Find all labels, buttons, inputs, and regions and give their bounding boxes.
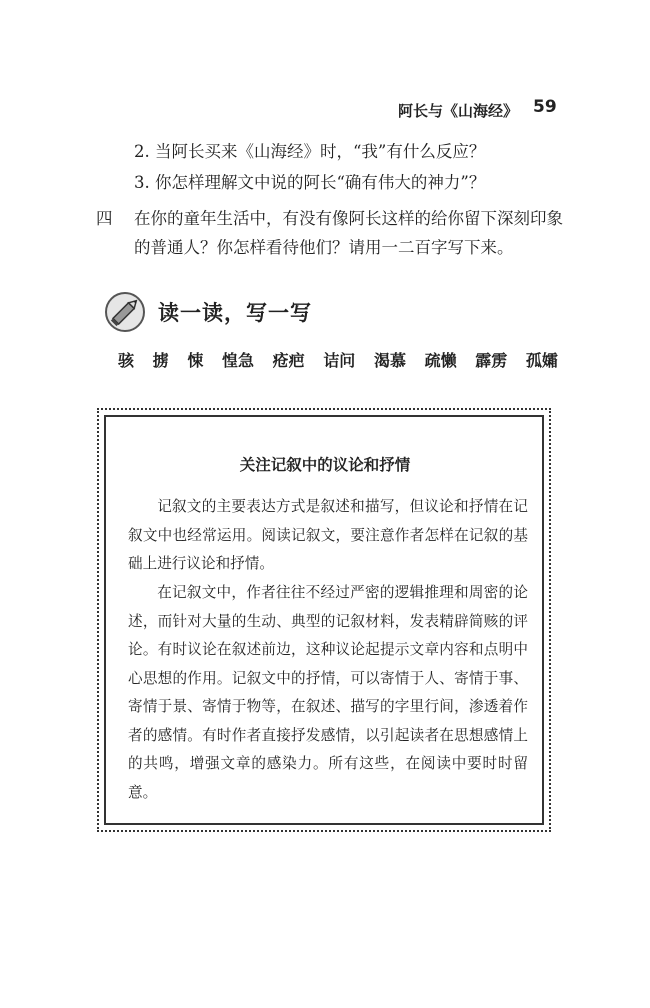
vocab-word: 疏懒	[424, 351, 457, 370]
question-4-line-2: 的普通人？你怎样看待他们？请用一二百字写下来。	[134, 238, 514, 257]
running-header-title: 阿长与《山海经》	[398, 102, 519, 120]
knowledge-box-paragraph-2: 在记叙文中，作者往往不经过严密的逻辑推理和周密的论述，而针对大量的生动、典型的记叙材料，发表精辟简赅的评论。有时议论在叙述前边，这种议论起提示文章内容和点明中心思想的作用。记叙文中的抒情，可以寄情于人、寄情于事、寄情于景、寄情于物等，在叙述、描写的字里行间，渗透着作者的感情。有时作者直接抒发感情，以引起读者在思想感情上的共鸣，增强文章的感染力。所有这些，在阅读中要时时留意。	[128, 584, 528, 801]
question-3: 3. 你怎样理解文中说的阿长“确有伟大的神力”？	[134, 173, 486, 192]
question-4-line-1: 在你的童年生活中，有没有像阿长这样的给你留下深刻印象	[134, 209, 563, 228]
vocab-word: 惶急	[221, 351, 254, 370]
vocab-word: 孤孀	[525, 351, 558, 370]
pencil-icon	[104, 291, 146, 333]
question-2: 2. 当阿长买来《山海经》时，“我”有什么反应？	[134, 142, 486, 161]
vocab-word: 悚	[187, 351, 204, 370]
page-number: 59	[533, 97, 557, 117]
vocab-word: 诘问	[323, 351, 356, 370]
vocabulary-list	[118, 348, 558, 371]
knowledge-box-paragraph-1: 记叙文的主要表达方式是叙述和描写，但议论和抒情在记叙文中也经常运用。阅读记叙文，要注意作者怎样在记叙的基础上进行议论和抒情。	[128, 498, 528, 572]
section-heading: 读一读，写一写	[158, 301, 312, 325]
vocab-word: 掳	[152, 351, 169, 370]
question-4-number: 四	[96, 209, 113, 228]
knowledge-box-title: 关注记叙中的议论和抒情	[239, 456, 411, 474]
vocab-word: 疮疤	[272, 351, 305, 370]
vocab-word: 霹雳	[475, 351, 508, 370]
vocab-word: 骇	[118, 351, 135, 370]
vocab-word: 渴慕	[373, 351, 406, 370]
